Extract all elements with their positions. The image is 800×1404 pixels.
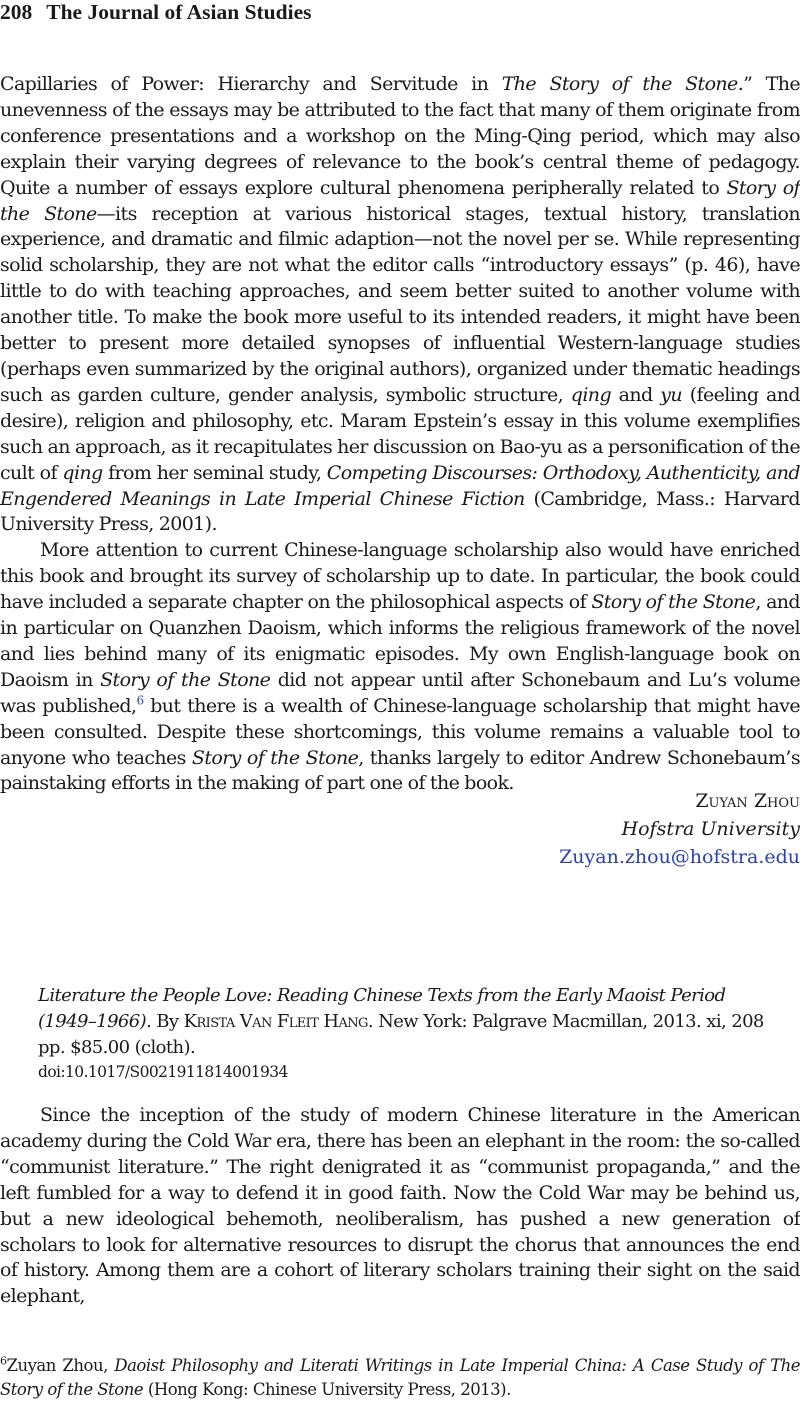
italic-text: Daoist Philosophy and Literati Writings in Late Imperial China: A Case Study of The Story of the Stone	[0, 1356, 800, 1399]
text-run: (Cambridge, Mass.: Harvard University Press, 2001).	[0, 487, 800, 536]
reviewer-institution: Hofstra University	[621, 818, 800, 840]
reviewer-name: Zuyan Zhou	[695, 790, 800, 812]
text-run: from her seminal study,	[102, 461, 327, 484]
italic-text: Literature the People Love: Reading Chinese Texts from the Early Maoist Period (1949–1966)	[38, 985, 726, 1032]
text-run: .” The unevenness of the essays may be attributed to the fact that many of them originate from conference presentations and a workshop on the Ming-Qing period, which may also explain their varying degrees of relevance to the book’s central theme of pedagogy. Quite a number of essays explore cultural phenomena peripherally related to	[0, 73, 800, 199]
italic-text: The Story of the Stone	[501, 73, 738, 95]
book-citation	[38, 983, 778, 1083]
doi-link[interactable]: doi:10.1017/S0021911814001934	[38, 1063, 288, 1081]
reviewer-signature	[559, 787, 800, 871]
footnote-ref: 6	[0, 1354, 7, 1368]
italic-text: yu	[660, 383, 683, 406]
footnote-6	[0, 1354, 800, 1402]
text-run: and	[611, 383, 661, 406]
italic-text: Story of the Stone	[100, 668, 271, 691]
text-run: Zuyan Zhou,	[6, 1356, 115, 1375]
italic-text: Story of the Stone	[591, 591, 756, 614]
text-run: (feeling and desire), religion and philosophy, etc. Maram Epstein’s essay in this volume exemplifies such an approach, as it recapitulates her discussion on Bao-yu as a personification of the cult of	[0, 383, 800, 484]
text-run: did not appear until after Schonebaum and Lu’s volume was published,	[0, 668, 800, 717]
review-body-1	[0, 72, 800, 797]
page-number: 208	[0, 0, 33, 24]
text-run: (Hong Kong: Chinese University Press, 2013).	[143, 1380, 511, 1399]
footnote-ref: 6	[136, 693, 144, 708]
text-run: —its reception at various historical stages, textual history, translation experience, and dramatic and filmic adaption—not the novel per se. While representing solid scholarship, they are not what the editor calls “introductory essays” (p. 46), have little to do with teaching approaches, and seem better suited to another volume with another title. To make the book more useful to its intended readers, it might have been better to present more detailed synopses of influential Western-language studies (perhaps even summarized by the original authors), organized under thematic headings such as garden culture, gender analysis, symbolic structure,	[0, 202, 800, 406]
review1-paragraph-2	[0, 538, 800, 797]
reviewer-email-link[interactable]: Zuyan.zhou@hofstra.edu	[559, 846, 800, 868]
review-body-2	[0, 1103, 800, 1310]
italic-text: qing	[62, 461, 103, 484]
journal-title: The Journal of Asian Studies	[46, 0, 312, 24]
running-header	[0, 0, 311, 24]
author-name: Krista Van Fleit Hang	[183, 1011, 368, 1032]
text-run: . By	[146, 1011, 184, 1032]
review1-paragraph-1	[0, 72, 800, 538]
text-run: , thanks largely to editor Andrew Schonebaum’s painstaking efforts in the making of part one of the book.	[0, 746, 800, 795]
italic-text: Competing Discourses: Orthodoxy, Authenticity, and Engendered Meanings in Late Imperial Chinese Fiction	[0, 461, 800, 510]
text-run: . New York: Palgrave Macmillan, 2013. xi, 208 pp. $85.00 (cloth).	[38, 1011, 764, 1058]
text-run: , and in particular on Quanzhen Daoism, which informs the religious framework of the novel and lies behind many of its enigmatic episodes. My own English-language book on Daoism in	[0, 591, 800, 691]
text-run: Capillaries of Power: Hierarchy and Servitude in	[0, 73, 502, 95]
italic-text: Story of the Stone	[0, 176, 800, 225]
text-run: More attention to current Chinese-language scholarship also would have enriched this book and brought its survey of scholarship up to date. In particular, the book could have included a separate chapter on the philosophical aspects of	[0, 539, 800, 614]
citation-text	[38, 983, 778, 1061]
italic-text: Story of the Stone	[191, 746, 359, 769]
italic-text: qing	[570, 383, 612, 406]
text-run: but there is a wealth of Chinese-language scholarship that might have been consulted. Despite these shortcomings, this volume remains a valuable tool to anyone who teaches	[0, 694, 800, 769]
review2-paragraph-1: Since the inception of the study of modern Chinese literature in the American academy during the Cold War era, there has been an elephant in the room: the so-called “communist literature.” The right denigrated it as “communist propaganda,” and the left fumbled for a way to defend it in good faith. Now the Cold War may be behind us, but a new ideological behemoth, neoliberalism, has pushed a new generation of scholars to look for alternative resources to disrupt the chorus that announces the end of history. Among them are a cohort of literary scholars training their sight on the said elephant,	[0, 1104, 800, 1308]
